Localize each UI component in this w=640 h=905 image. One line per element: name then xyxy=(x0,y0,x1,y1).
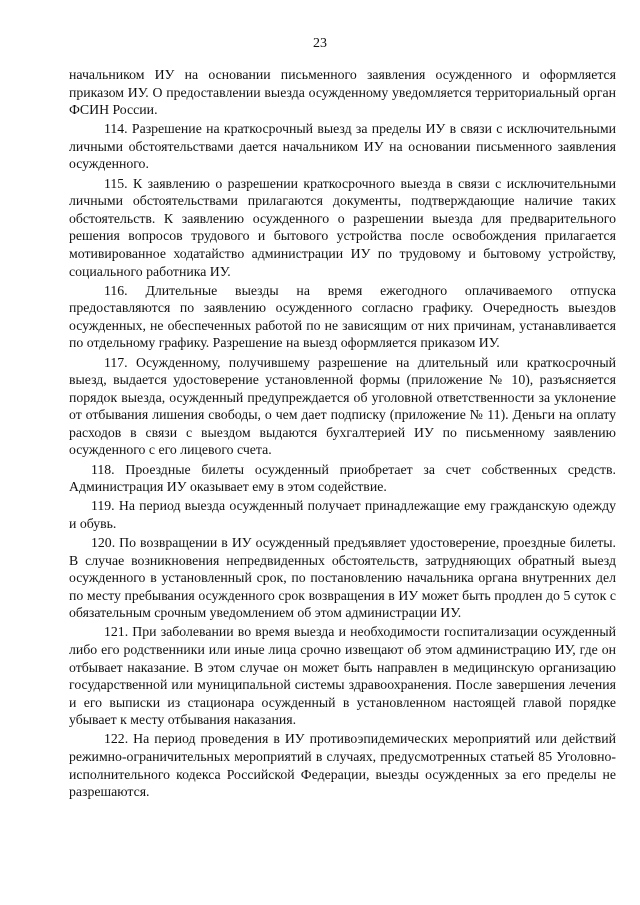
document-body xyxy=(69,66,616,802)
page-number: 23 xyxy=(313,36,327,51)
paragraph-116: 116. Длительные выезды на время ежегодного оплачиваемого отпуска предоставляются по заявлению осужденного согласно графику. Очередность выездов осужденных, не обеспеченных работой по не зависящим от них причинам, устанавливается по отдельному графику. Разрешение на выезд оформляется приказом ИУ. xyxy=(69,282,616,351)
paragraph-continuation: начальником ИУ на основании письменного заявления осужденного и оформляется приказом ИУ. О предоставлении выезда осужденному уведомляется территориальный орган ФСИН России. xyxy=(69,67,616,118)
paragraph-122: 122. На период проведения в ИУ противоэпидемических мероприятий или действий режимно-ограничительных мероприятий в случаях, предусмотренных статьей 85 Уголовно-исполнительного кодекса Российской Федерации, выезды осужденных за его пределы не разрешаются. xyxy=(69,731,616,800)
paragraph-117: 117. Осужденному, получившему разрешение на длительный или краткосрочный выезд, выдается удостоверение установленной формы (приложение № 10), разъясняется порядок выезда, осужденный предупреждается об уголовной ответственности за уклонение от отбывания лишения свободы, о чем дает подписку (приложение № 11). Деньги на оплату расходов в связи с выездом выдаются бухгалтерией ИУ по письменному заявлению осужденного с его лицевого счета. xyxy=(69,354,616,458)
paragraph-114: 114. Разрешение на краткосрочный выезд за пределы ИУ в связи с исключительными личными обстоятельствами дается начальником ИУ на основании письменного заявления осужденного. xyxy=(69,121,616,172)
paragraph-120: 120. По возвращении в ИУ осужденный предъявляет удостоверение, проездные билеты. В случае возникновения непредвиденных обстоятельств, затрудняющих обратный выезд осужденного в установленный срок, по постановлению начальника органа внутренних дел по месту пребывания осужденного срок возвращения в ИУ может быть продлен до 5 суток с обязательным срочным уведомлением об этом администрации ИУ. xyxy=(69,534,616,621)
paragraph-121: 121. При заболевании во время выезда и необходимости госпитализации осужденный либо его родственники или иные лица срочно извещают об этом администрацию ИУ, где он отбывает наказание. В этом случае он может быть направлен в медицинскую организацию государственной или муниципальной системы здравоохранения. После завершения лечения и его выписки из стационара осужденный в установленном настоящей главой порядке убывает к месту отбывания наказания. xyxy=(69,624,616,728)
paragraph-118: 118. Проездные билеты осужденный приобретает за счет собственных средств. Администрация ИУ оказывает ему в этом содействие. xyxy=(69,461,616,495)
paragraph-119: 119. На период выезда осужденный получает принадлежащие ему гражданскую одежду и обувь. xyxy=(69,498,616,531)
paragraph-115: 115. К заявлению о разрешении краткосрочного выезда в связи с исключительными личными обстоятельствами прилагаются документы, подтверждающие наличие таких обстоятельств. К заявлению осужденного о разрешении выезда для предварительного решения вопросов трудового и бытового устройства после освобождения прилагается мотивированное ходатайство администрации ИУ по трудовому и бытовому устройству, социального работника ИУ. xyxy=(69,175,616,279)
